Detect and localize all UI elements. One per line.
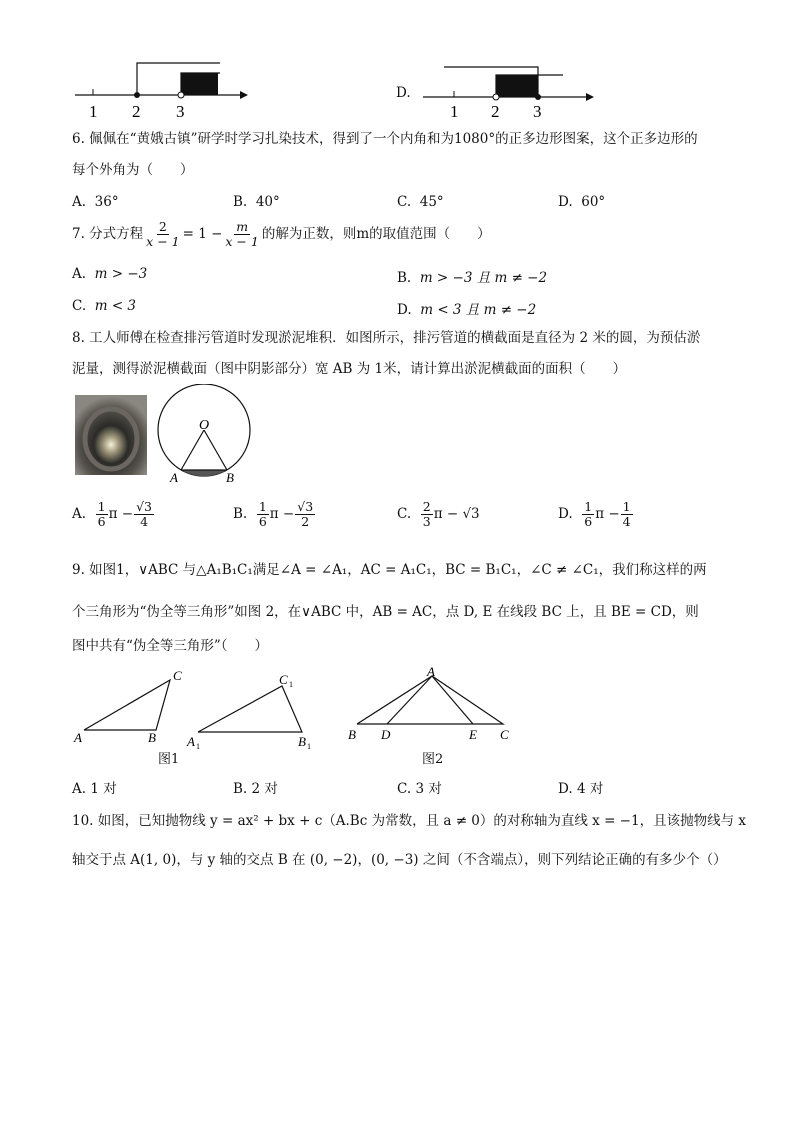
q6-line1: 6. 佩佩在“黄娥古镇”研学时学习扎染技术，得到了一个内角和为1080°的正多边形图案，这个正多边形的 — [72, 131, 698, 147]
q7-option-a[interactable]: A. m > −3 — [72, 266, 148, 282]
q7-option-d[interactable]: D. m < 3 且 m ≠ −2 — [397, 302, 537, 318]
q7-option-b[interactable]: B. m > −3 且 m ≠ −2 — [397, 270, 548, 286]
svg-text:B: B — [348, 727, 356, 742]
pipe-cross-section-diagram — [155, 384, 255, 484]
q9-line1: 9. 如图1，∨ABC 与△A₁B₁C₁满足∠A = ∠A₁，AC = A₁C₁，BC = B₁C₁，∠C ≠ ∠C₁，我们称这样的两 — [72, 562, 707, 578]
number-line-left — [70, 55, 250, 120]
svg-text:1: 1 — [196, 742, 200, 751]
svg-text:C: C — [173, 668, 182, 683]
svg-text:A: A — [74, 730, 82, 745]
q6-option-d[interactable]: D. 60° — [558, 194, 606, 210]
q6-option-c[interactable]: C. 45° — [397, 194, 444, 210]
figure-2-caption: 图2 — [422, 752, 444, 767]
label-b: B — [226, 470, 234, 484]
q8-option-c[interactable]: C. $\frac{2}{3}$ π − √3 — [397, 499, 480, 529]
q10-line2: 轴交于点 A(1, 0)，与 y 轴的交点 B 在 (0, −2)，(0, −3) 之间（不含端点），则下列结论正确的有多少个（） — [72, 852, 727, 868]
figure-2-triangle — [345, 662, 520, 747]
q8-option-a[interactable]: A. $\frac{1}{6}$ π − $\frac{√3}{4}$ — [72, 499, 152, 529]
q9-option-d[interactable]: D. 4 对 — [558, 781, 604, 797]
q9-line2: 个三角形为“伪全等三角形”如图 2，在∨ABC 中，AB = AC，点 D, E 在线段 BC 上，且 BE = CD，则 — [72, 604, 699, 620]
q9-line3: 图中共有“伪全等三角形”（ ） — [72, 638, 269, 654]
q8-option-b[interactable]: B. $\frac{1}{6}$ π − $\frac{√3}{2}$ — [233, 499, 314, 529]
q6-option-b[interactable]: B. 40° — [233, 194, 280, 210]
svg-text:A: A — [187, 734, 195, 749]
tick-1: 1 — [450, 102, 459, 120]
q8-option-d[interactable]: D. $\frac{1}{6}$ π − $\frac{1}{4}$ — [558, 499, 631, 529]
svg-text:A: A — [427, 664, 435, 679]
q8-line2: 泥量，测得淤泥横截面（图中阴影部分）宽 AB 为 1米，请计算出淤泥横截面的面积（ ） — [72, 361, 627, 377]
q7-stem: 7. 分式方程 $\frac{2}{x - 1}$ = 1 − $\frac{m}{x - 1}$ 的解为正数，则m的取值范围（ ） — [72, 219, 491, 249]
figure-1-caption: 图1 — [158, 752, 180, 767]
q9-option-a[interactable]: A. 1 对 — [72, 781, 117, 797]
tick-2: 2 — [132, 102, 141, 120]
svg-text:1: 1 — [289, 680, 293, 689]
option-d-label: D. — [396, 85, 411, 101]
tick-3: 3 — [176, 102, 185, 120]
svg-text:B: B — [148, 730, 156, 745]
q7-option-c[interactable]: C. m < 3 — [72, 298, 137, 314]
tick-1: 1 — [89, 102, 98, 120]
svg-text:1: 1 — [307, 742, 311, 751]
figure-1-triangles — [70, 662, 330, 752]
q9-option-b[interactable]: B. 2 对 — [233, 781, 278, 797]
pipe-photo — [75, 395, 147, 475]
svg-text:E: E — [469, 727, 477, 742]
tick-2: 2 — [491, 102, 500, 120]
tick-3: 3 — [533, 102, 542, 120]
label-a: A — [170, 470, 178, 484]
svg-text:B: B — [298, 734, 306, 749]
q6-line2: 每个外角为（ ） — [72, 162, 194, 178]
label-o: O — [199, 418, 210, 433]
q6-option-a[interactable]: A. 36° — [72, 194, 119, 210]
q9-option-c[interactable]: C. 3 对 — [397, 781, 442, 797]
svg-text:C: C — [279, 672, 288, 687]
svg-text:D: D — [381, 727, 391, 742]
q10-line1: 10. 如图，已知抛物线 y = ax² + bx + c（A.Bc 为常数，且 a ≠ 0）的对称轴为直线 x = −1，且该抛物线与 x — [72, 813, 746, 829]
q8-line1: 8. 工人师傅在检查排污管道时发现淤泥堆积．如图所示，排污管道的横截面是直径为 2 米的圆，为预估淤 — [72, 330, 701, 346]
number-line-right — [418, 55, 598, 120]
svg-text:C: C — [500, 727, 509, 742]
